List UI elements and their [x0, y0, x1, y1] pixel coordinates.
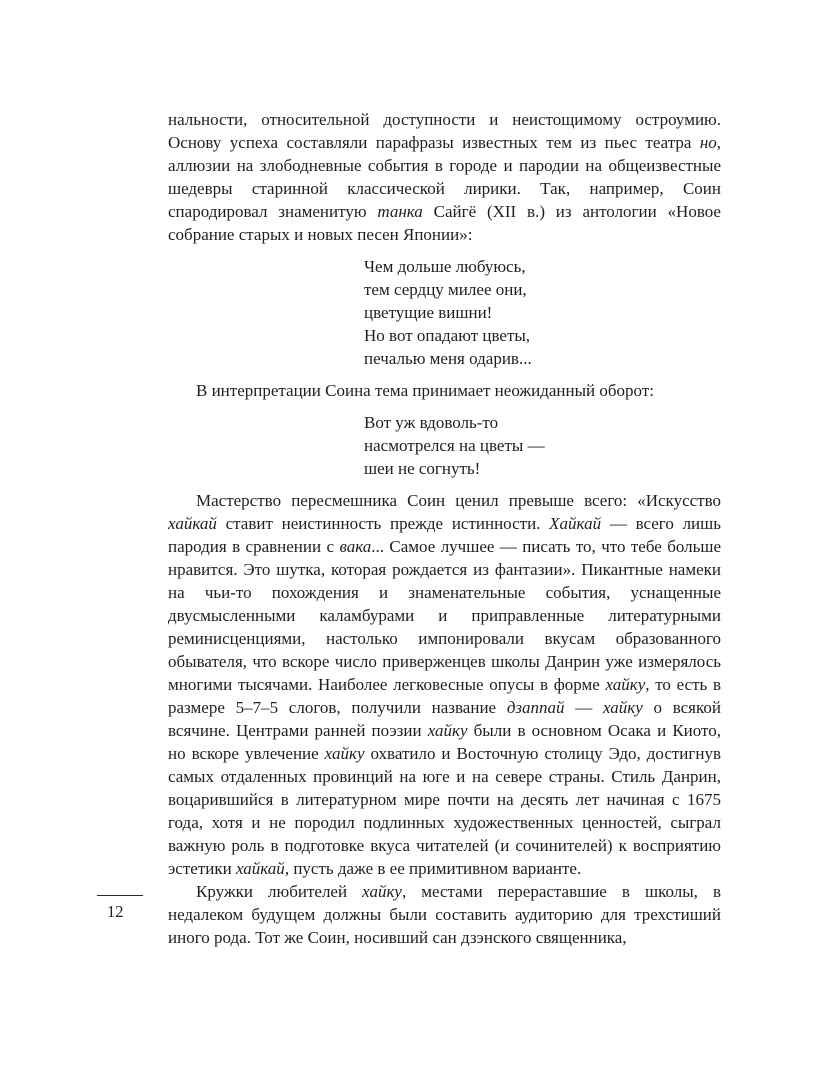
text-run: Сайгё (XII в.) из антологии «Новое собрание старых и новых песен Японии»:: [168, 202, 721, 244]
text-run: ставит неистинность прежде истинности.: [216, 514, 550, 533]
paragraph: [168, 489, 721, 880]
page-number: 12: [107, 902, 124, 921]
italic-term: хайку: [605, 675, 646, 694]
text-run: , то есть в размере 5–7–5 слогов, получили название: [168, 675, 721, 717]
paragraph: [168, 108, 721, 246]
text-run: были в основном Осака и Киото, но вскоре увлечение: [168, 721, 721, 763]
italic-term: хайку: [362, 882, 402, 901]
text-run: , аллюзии на злободневные события в городе и пародии на общеизвестные шедевры старинной классической лирики. Так, например, Соин спародировал знаменитую: [168, 133, 721, 221]
text-run: о всякой всячине. Центрами ранней поэзии: [168, 698, 721, 740]
text-run: Кружки любителей: [196, 882, 363, 901]
verse-line: печалью меня одарив...: [364, 349, 532, 368]
text-run: охватило и Восточную столицу Эдо, достигнув самых отдаленных провинций на юге и на севере страны. Стиль Данрин, воцарившийся в литературном мире почти на десять лет начиная с 1675 года, хотя и не породил подлинных художественных ценностей, сыграл важную роль в подготовке вкуса читателей (и сочинителей) к восприятию эстетики: [168, 744, 721, 878]
verse-line: Но вот опадают цветы,: [364, 326, 531, 345]
paragraph: [168, 379, 721, 402]
verse-line: насмотрелся на цветы —: [364, 436, 545, 455]
text-run: Мастерство пересмешника Соин ценил превыше всего: «Искусство: [196, 491, 721, 510]
text-run: нальности, относительной доступности и неистощимому остроумию. Основу успеха составляли парафразы известных тем из пьес театра: [168, 110, 721, 152]
text-run: — всего лишь пародия в сравнении с: [168, 514, 721, 556]
verse-block: [364, 411, 721, 480]
page-footer: [95, 895, 155, 922]
text-run: , местами перераставшие в школы, в недалеком будущем должны были составить аудиторию для трехстиший иного рода. Тот же Соин, носивший сан дзэнского священника,: [168, 882, 721, 947]
paragraph: [168, 880, 721, 949]
text-run: ... Самое лучшее — писать то, что тебе больше нравится. Это шутка, которая рождается из фантазии». Пикантные намеки на чьи-то похождения и знаменательные события, уснащенные двусмысленными каламбурами и приправленные литературными реминисценциями, настолько импонировали вкусам образованного обывателя, что вскоре число приверженцев школы Данрин уже измерялось многими тысячами. Наиболее легковесные опусы в форме: [168, 537, 721, 694]
verse-line: цветущие вишни!: [364, 303, 493, 322]
text-block: [168, 108, 721, 949]
text-run: В интерпретации Соина тема принимает неожиданный оборот:: [196, 381, 654, 400]
text-run: —: [564, 698, 603, 717]
italic-term: Хайкай: [549, 514, 602, 533]
italic-term: хайкай: [235, 859, 285, 878]
italic-term: вака: [339, 537, 372, 556]
verse-line: Вот уж вдоволь-то: [364, 413, 499, 432]
italic-term: но: [699, 133, 717, 152]
footer-rule: [97, 895, 143, 896]
italic-term: хайку: [324, 744, 365, 763]
italic-term: хайку: [602, 698, 643, 717]
text-run: , пусть даже в ее примитивном варианте.: [284, 859, 582, 878]
verse-line: Чем дольше любуюсь,: [364, 257, 526, 276]
italic-term: хайкай: [168, 514, 217, 533]
verse-line: шеи не согнуть!: [364, 459, 481, 478]
italic-term: танка: [377, 202, 423, 221]
italic-term: дзаппай: [506, 698, 565, 717]
italic-term: хайку: [427, 721, 468, 740]
verse-line: тем сердцу милее они,: [364, 280, 527, 299]
verse-block: [364, 255, 721, 370]
